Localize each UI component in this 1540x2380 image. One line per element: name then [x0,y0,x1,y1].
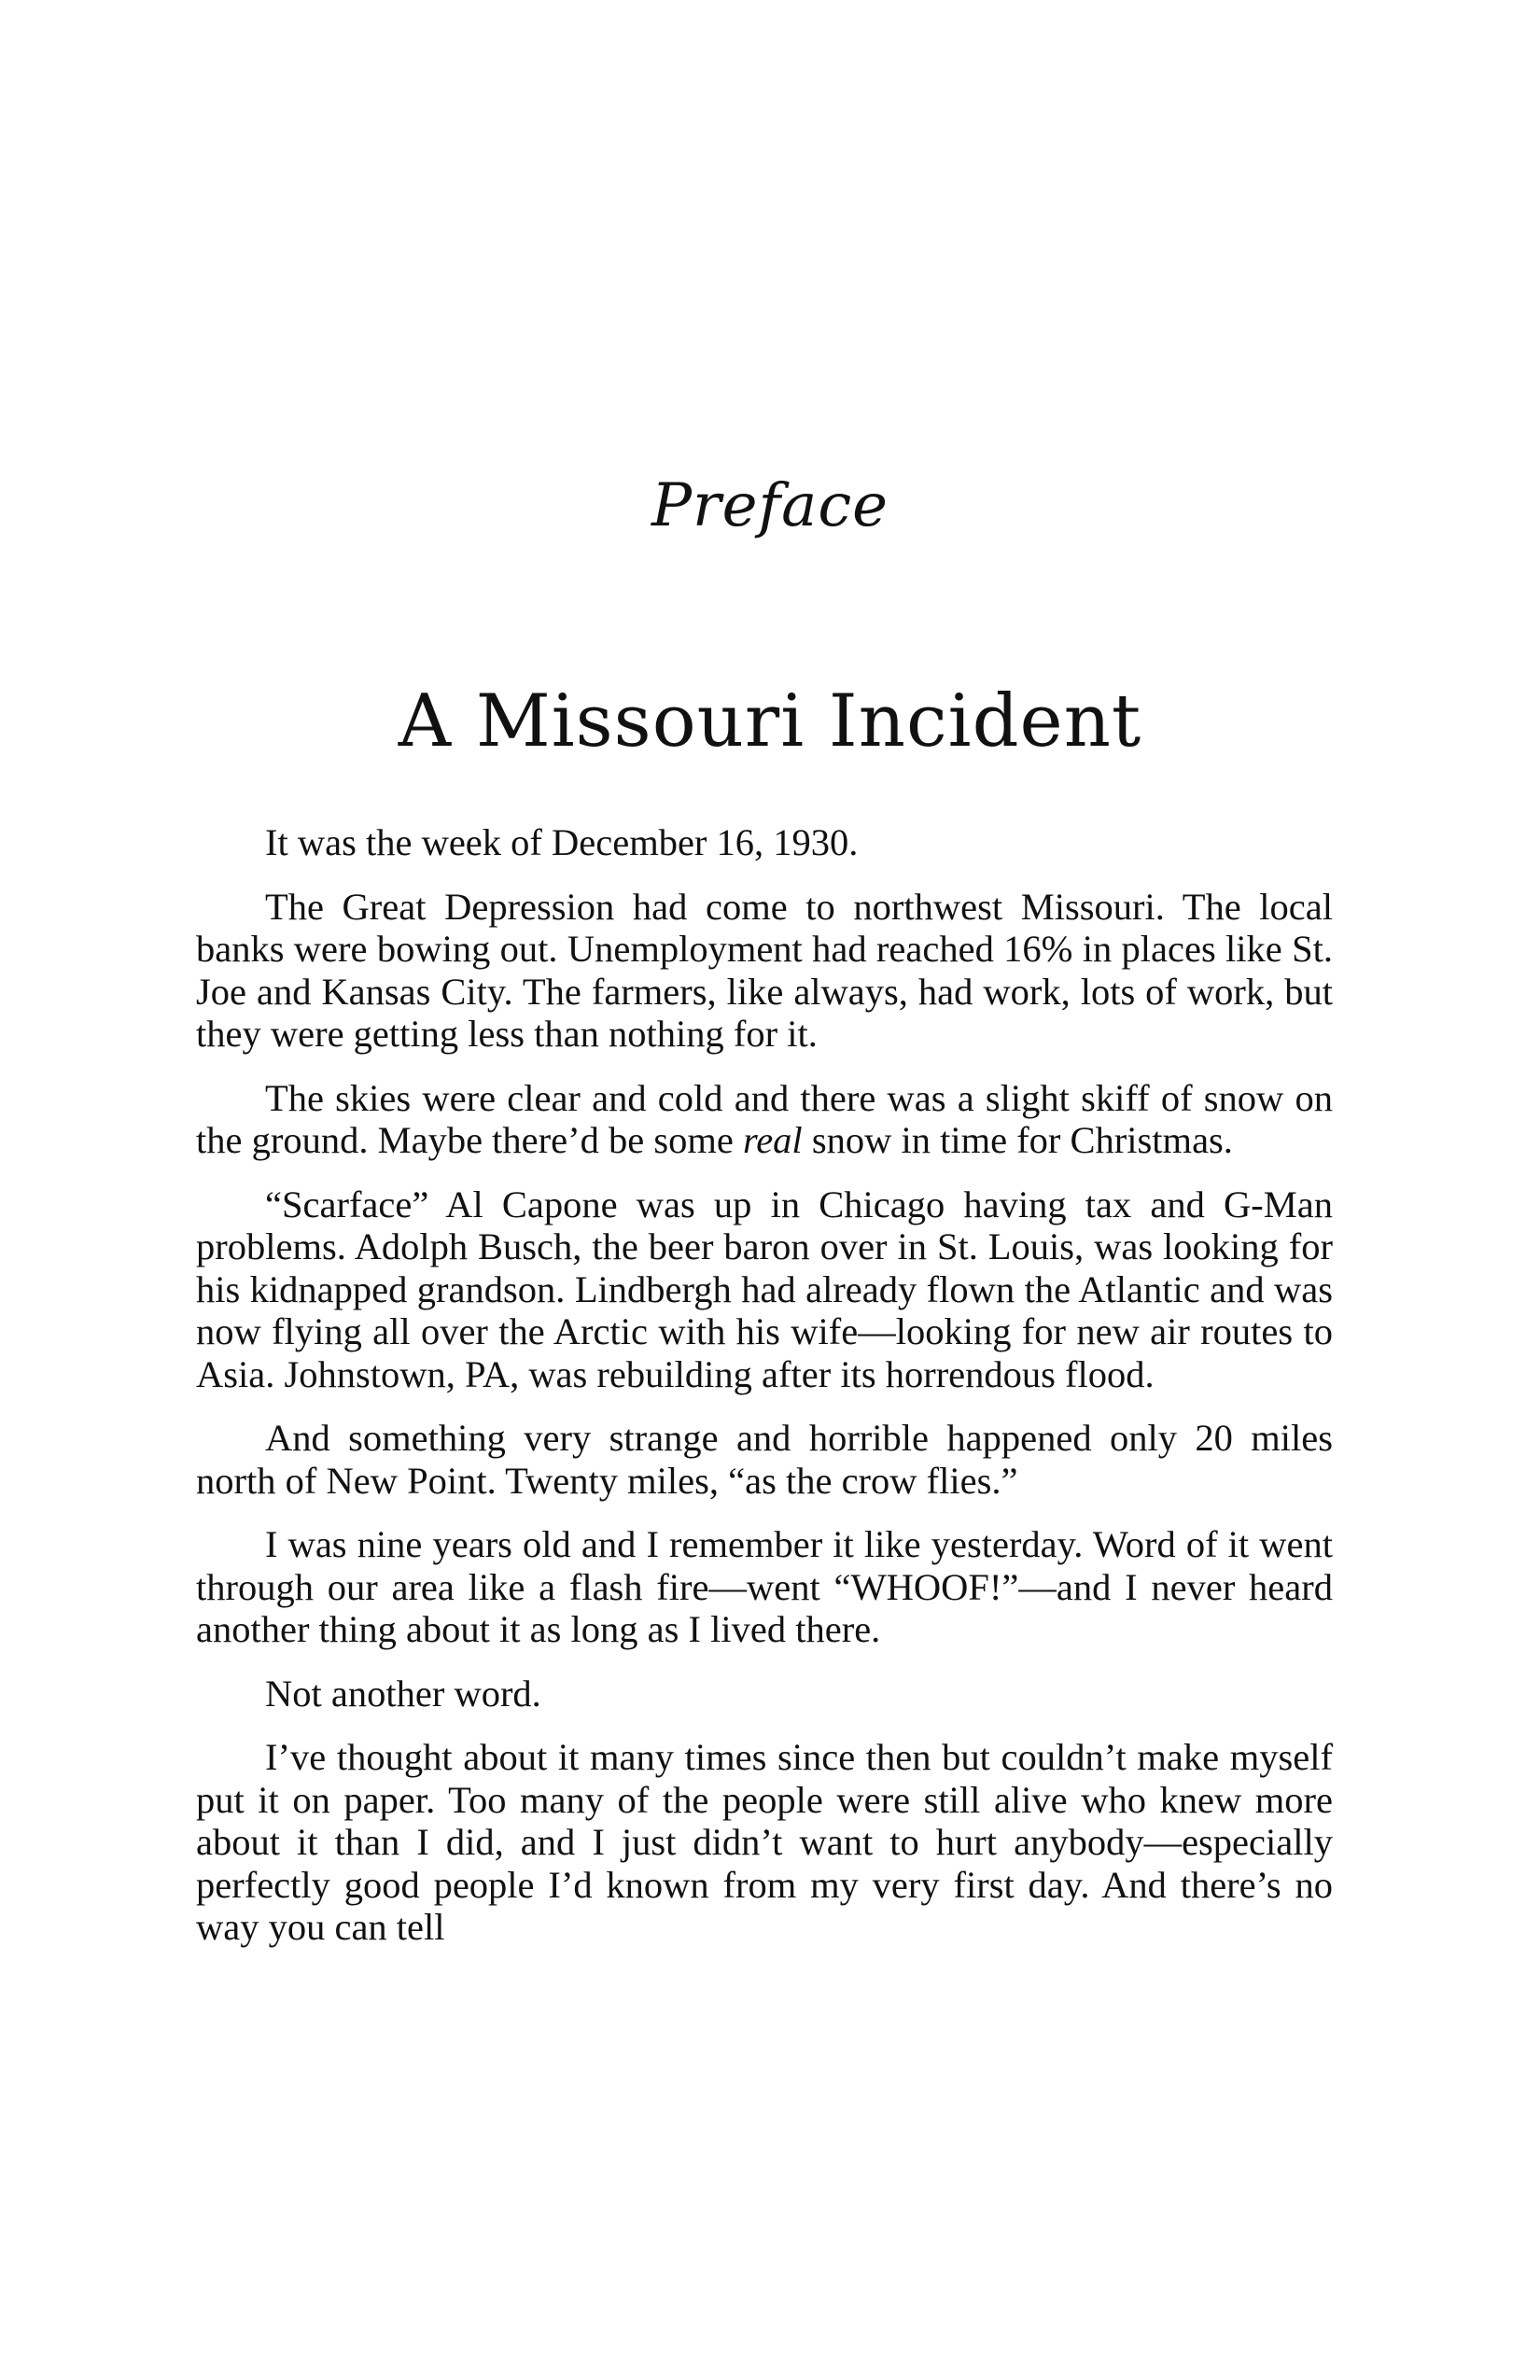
paragraph-depression: The Great Depression had come to northwest Missouri. The local banks were bowing out. Unemployment had reached 16% in places like St. Joe and Kansas City. The farmers, like always, had work, lots of work, but they were getting less than nothing for it. [196,885,1333,1055]
body-text [196,821,1333,1949]
paragraph-incident: And something very strange and horrible happened only 20 miles north of New Point. Twenty miles, “as the crow flies.” [196,1417,1333,1502]
chapter-title: A Missouri Incident [398,679,1142,763]
chapter-kicker: Preface [651,471,889,540]
paragraph-reflection: I’ve thought about it many times since then but couldn’t make myself put it on paper. Too many of the people were still alive who knew more about it than I did, and I just didn’t want to hurt anybody—especially perfectly good people I’d known from my very first day. And there’s no way you can tell [196,1736,1333,1948]
paragraph-not-another-word: Not another word. [265,1672,541,1715]
paragraph-date: It was the week of December 16, 1930. [265,821,859,863]
snow-text-before: The skies were clear and cold and there was a slight skiff of snow on the ground. Maybe there’d be some [196,1076,1333,1161]
paragraph-memory: I was nine years old and I remember it like yesterday. Word of it went through our area like a flash fire—went “WHOOF!”—and I never heard another thing about it as long as I lived there. [196,1523,1333,1650]
snow-text-after: snow in time for Christmas. [802,1119,1233,1161]
paragraph-snow [196,1077,1333,1162]
paragraph-capone: “Scarface” Al Capone was up in Chicago having tax and G-Man problems. Adolph Busch, the beer baron over in St. Louis, was looking for his kidnapped grandson. Lindbergh had already flown the Atlantic and was now flying all over the Arctic with his wife—looking for new air routes to Asia. Johnstown, PA, was rebuilding after its horrendous flood. [196,1183,1333,1395]
snow-emphasis: real [742,1119,803,1161]
